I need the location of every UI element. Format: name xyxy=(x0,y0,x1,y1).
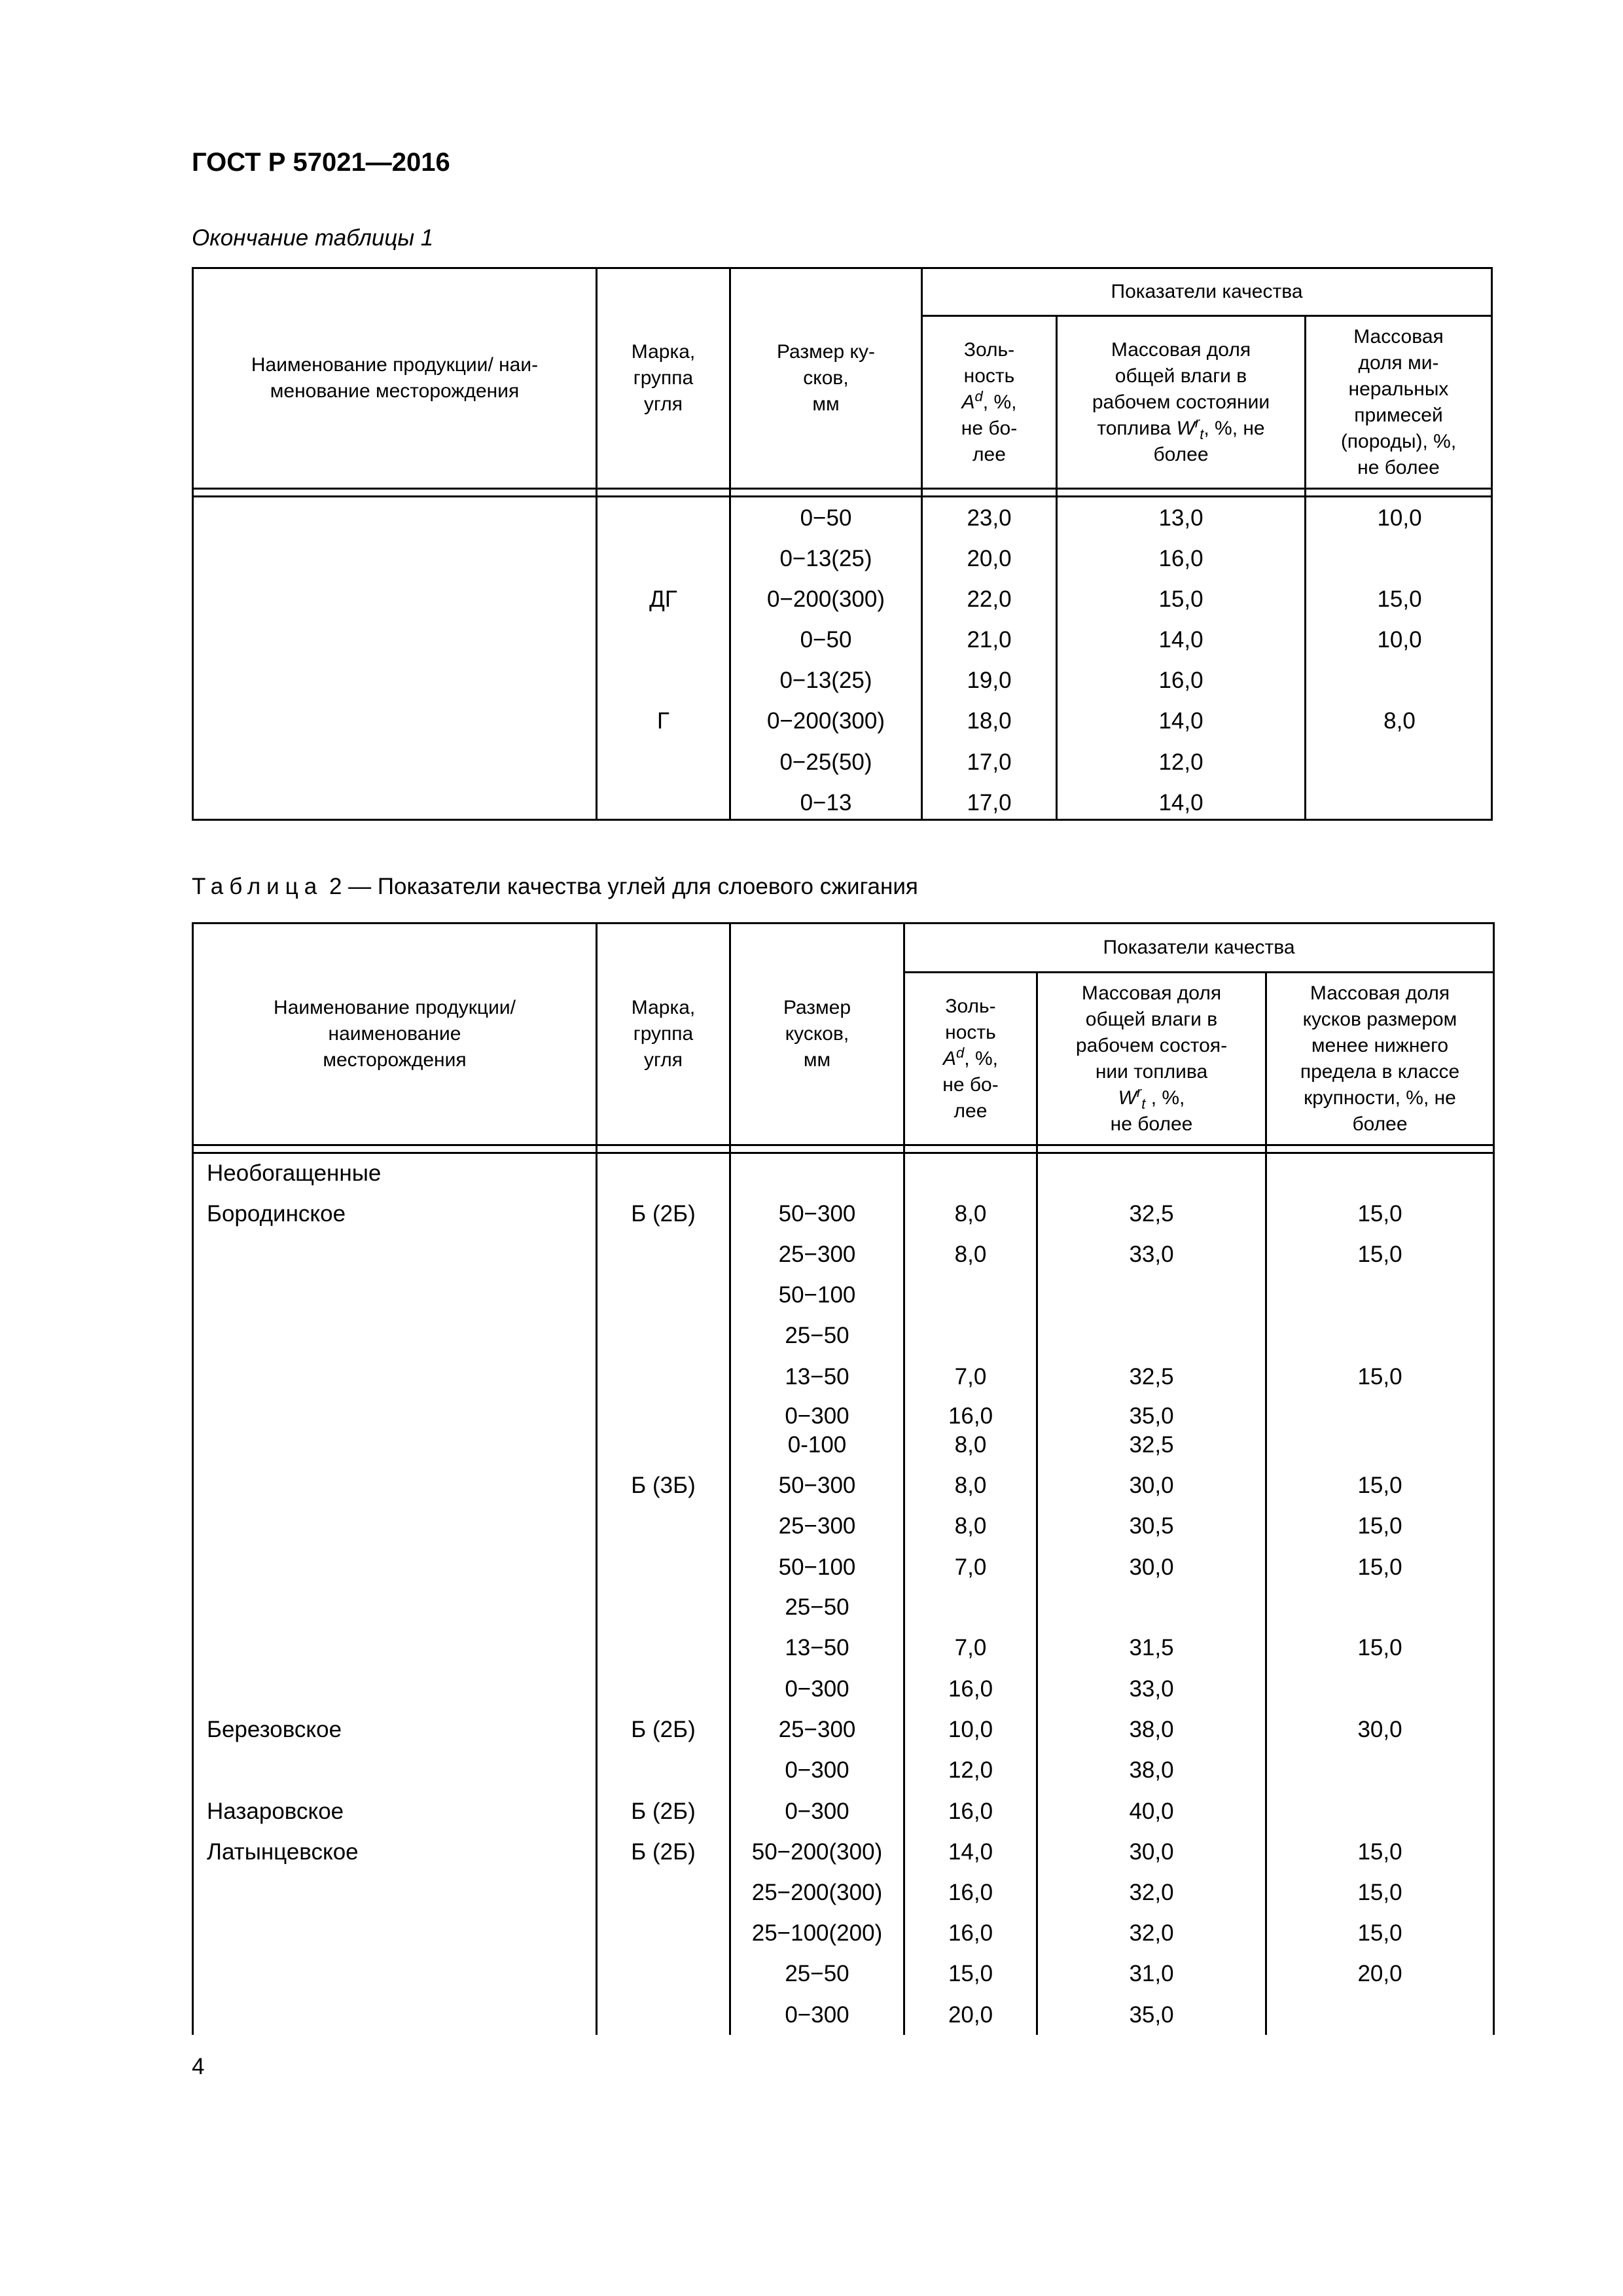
table2-cell-moisture xyxy=(1038,1316,1265,1356)
table2-cell-size: 0−300 xyxy=(785,1676,849,1702)
table2-cell-size: 50−300 xyxy=(778,1201,856,1227)
table1-cell-moisture: 14,0 xyxy=(1158,790,1204,816)
table2-header-name: Наименование продукции/ наименование месторождения xyxy=(274,997,516,1071)
table2-cell-ash: 16,0 xyxy=(948,1403,993,1429)
table1-cell-grade: ДГ xyxy=(649,586,677,612)
table1-cell-name xyxy=(207,498,586,539)
table1-cell-moisture: 12,0 xyxy=(1158,749,1204,775)
table2-cell-ash: 16,0 xyxy=(948,1920,993,1946)
document-title: ГОСТ Р 57021—2016 xyxy=(192,148,450,177)
table1-cell-moisture: 14,0 xyxy=(1158,708,1204,734)
table2-cell-size: 50−100 xyxy=(778,1282,856,1308)
table1-cell-size: 0−13(25) xyxy=(779,546,872,571)
table1-header-quality: Показатели качества xyxy=(1111,281,1303,302)
table2-cell-ash: 8,0 xyxy=(954,1513,987,1539)
table1-cell-ash: 20,0 xyxy=(967,546,1012,571)
table1-caption: Окончание таблицы 1 xyxy=(192,225,434,251)
table2-cell-other xyxy=(1267,1153,1493,1194)
table1-cell-other xyxy=(1306,742,1493,783)
table2-cell-grade xyxy=(597,1547,729,1588)
table2-cell-name xyxy=(207,1873,586,1913)
table1-cell-size: 0−200(300) xyxy=(766,708,885,734)
table2-cell-grade: Б (2Б) xyxy=(631,1839,696,1865)
table2-cell-size: 50−200(300) xyxy=(751,1839,883,1865)
table2-cell-size: 13−50 xyxy=(785,1364,849,1390)
table2-header-fines: Массовая доля кусков размером менее нижнего предела в классе крупности, %, не более xyxy=(1300,982,1460,1135)
table2-cell-other xyxy=(1267,1275,1493,1316)
table1-cell-grade xyxy=(597,660,729,701)
table2-cell-ash: 10,0 xyxy=(948,1717,993,1742)
table1-cell-ash: 22,0 xyxy=(967,586,1012,612)
table2-cell-ash: 8,0 xyxy=(954,1432,987,1458)
table1-cell-moisture: 16,0 xyxy=(1158,668,1204,693)
table2-cell-other xyxy=(1267,1316,1493,1356)
table2-cell-name xyxy=(207,1750,586,1791)
table2 xyxy=(192,922,1495,2035)
table1-cell-name xyxy=(207,783,586,823)
table2-cell-name xyxy=(207,1913,586,1954)
table2-cell-grade xyxy=(597,1669,729,1710)
table1 xyxy=(192,267,1493,821)
table2-cell-moisture: 30,0 xyxy=(1129,1473,1174,1498)
table2-cell-name xyxy=(207,1357,586,1397)
table1-cell-size: 0−13(25) xyxy=(779,668,872,693)
table1-cell-ash: 17,0 xyxy=(967,749,1012,775)
table2-cell-other: 20,0 xyxy=(1357,1961,1402,1986)
table2-cell-ash: 8,0 xyxy=(954,1242,987,1267)
table1-header-moisture: Массовая доля общей влаги в рабочем состоянии топлива $W^r_t$, %, не более xyxy=(1092,338,1270,465)
table1-cell-name xyxy=(207,620,586,660)
table2-cell-moisture: 32,5 xyxy=(1129,1201,1174,1227)
table2-cell-ash: 16,0 xyxy=(948,1676,993,1702)
table2-cell-ash: 20,0 xyxy=(948,2002,993,2028)
table2-cell-name xyxy=(207,1275,586,1316)
table1-cell-size: 0−25(50) xyxy=(779,749,872,775)
table2-cell-other xyxy=(1267,1791,1493,1832)
table2-cell-moisture: 32,0 xyxy=(1129,1920,1174,1946)
table2-cell-size: 0−300 xyxy=(785,1403,849,1429)
table1-cell-moisture: 15,0 xyxy=(1158,586,1204,612)
table2-cell-grade xyxy=(597,1506,729,1547)
table2-cell-ash: 7,0 xyxy=(954,1635,987,1660)
table2-cell-size: 13−50 xyxy=(785,1635,849,1660)
table2-cell-size: 25−300 xyxy=(778,1717,856,1742)
table1-cell-ash: 19,0 xyxy=(967,668,1012,693)
table2-cell-moisture: 30,0 xyxy=(1129,1839,1174,1865)
table2-cell-grade xyxy=(597,1750,729,1791)
table2-cell-size: 0−300 xyxy=(785,1757,849,1783)
table2-cell-size xyxy=(731,1153,903,1194)
table2-cell-name xyxy=(207,1995,586,2036)
table2-cell-other: 15,0 xyxy=(1357,1635,1402,1660)
table2-cell-name xyxy=(207,1234,586,1275)
table2-cell-size: 25−50 xyxy=(785,1961,849,1986)
table2-cell-size: 0−300 xyxy=(785,2002,849,2028)
table1-cell-other: 8,0 xyxy=(1383,708,1416,734)
table2-cell-moisture xyxy=(1038,1587,1265,1628)
table1-cell-other xyxy=(1306,783,1493,823)
table1-cell-name xyxy=(207,701,586,742)
table2-cell-moisture: 31,5 xyxy=(1129,1635,1174,1660)
table2-cell-name: Необогащенные xyxy=(207,1160,382,1186)
table1-cell-grade xyxy=(597,783,729,823)
table2-cell-grade: Б (2Б) xyxy=(631,1717,696,1742)
table2-cell-ash: 16,0 xyxy=(948,1880,993,1905)
table2-cell-grade xyxy=(597,1873,729,1913)
table2-cell-grade xyxy=(597,1316,729,1356)
table1-cell-ash: 17,0 xyxy=(967,790,1012,816)
table2-cell-name xyxy=(207,1587,586,1628)
table2-cell-grade xyxy=(597,1913,729,1954)
table2-cell-moisture xyxy=(1038,1153,1265,1194)
table2-cell-other xyxy=(1267,1425,1493,1465)
table1-cell-name xyxy=(207,742,586,783)
table2-cell-other: 15,0 xyxy=(1357,1473,1402,1498)
table1-cell-grade: Г xyxy=(657,708,669,734)
table1-cell-ash: 23,0 xyxy=(967,505,1012,531)
table2-cell-other: 15,0 xyxy=(1357,1364,1402,1390)
table1-cell-name xyxy=(207,539,586,579)
table2-cell-grade xyxy=(597,1153,729,1194)
table2-cell-other xyxy=(1267,1587,1493,1628)
table2-cell-size: 25−100(200) xyxy=(751,1920,883,1946)
table1-cell-size: 0−50 xyxy=(800,505,852,531)
table2-cell-ash xyxy=(905,1587,1036,1628)
table2-cell-name xyxy=(207,1669,586,1710)
table2-caption-prefix: Таблица xyxy=(192,874,323,899)
table1-cell-other: 15,0 xyxy=(1377,586,1422,612)
table2-cell-name: Назаровское xyxy=(207,1799,344,1824)
table2-cell-grade xyxy=(597,1587,729,1628)
table2-cell-grade: Б (2Б) xyxy=(631,1799,696,1824)
table2-cell-ash: 8,0 xyxy=(954,1473,987,1498)
table1-header-name: Наименование продукции/ наи- менование месторождения xyxy=(251,354,539,402)
table1-cell-ash: 21,0 xyxy=(967,627,1012,653)
table2-cell-moisture xyxy=(1038,1275,1265,1316)
table2-cell-grade xyxy=(597,1275,729,1316)
table2-cell-size: 25−200(300) xyxy=(751,1880,883,1905)
table2-cell-name xyxy=(207,1954,586,1994)
table1-cell-size: 0−50 xyxy=(800,627,852,653)
table2-cell-ash xyxy=(905,1153,1036,1194)
table1-cell-grade xyxy=(597,620,729,660)
table2-cell-name xyxy=(207,1425,586,1465)
table1-cell-moisture: 16,0 xyxy=(1158,546,1204,571)
table1-cell-grade xyxy=(597,539,729,579)
table2-cell-moisture: 32,5 xyxy=(1129,1364,1174,1390)
table2-cell-moisture: 38,0 xyxy=(1129,1717,1174,1742)
table2-cell-grade xyxy=(597,1425,729,1465)
table2-cell-size: 25−50 xyxy=(785,1323,849,1348)
page-number: 4 xyxy=(192,2054,205,2079)
table2-cell-ash: 15,0 xyxy=(948,1961,993,1986)
table1-cell-name xyxy=(207,660,586,701)
table2-cell-size: 25−300 xyxy=(778,1513,856,1539)
table2-cell-other: 15,0 xyxy=(1357,1554,1402,1580)
table2-cell-grade: Б (3Б) xyxy=(631,1473,696,1498)
table2-cell-name xyxy=(207,1547,586,1588)
table2-cell-ash xyxy=(905,1275,1036,1316)
table2-cell-ash: 7,0 xyxy=(954,1364,987,1390)
table2-cell-other: 15,0 xyxy=(1357,1201,1402,1227)
table2-cell-grade: Б (2Б) xyxy=(631,1201,696,1227)
table2-cell-moisture: 30,5 xyxy=(1129,1513,1174,1539)
table2-cell-moisture: 31,0 xyxy=(1129,1961,1174,1986)
table2-cell-other xyxy=(1267,1669,1493,1710)
table2-cell-name: Березовское xyxy=(207,1717,342,1742)
table2-cell-moisture: 32,5 xyxy=(1129,1432,1174,1458)
table2-cell-size: 0−300 xyxy=(785,1799,849,1824)
table1-cell-size: 0−13 xyxy=(800,790,852,816)
table2-cell-name xyxy=(207,1506,586,1547)
table2-cell-name xyxy=(207,1628,586,1668)
table2-cell-moisture: 35,0 xyxy=(1129,2002,1174,2028)
table2-cell-other: 15,0 xyxy=(1357,1920,1402,1946)
table2-header-grade: Марка, группа угля xyxy=(631,997,696,1071)
table2-header-size: Размер кусков, мм xyxy=(783,997,851,1071)
table2-cell-other: 15,0 xyxy=(1357,1880,1402,1905)
table2-cell-name: Латынцевское xyxy=(207,1839,359,1865)
table1-cell-grade xyxy=(597,742,729,783)
table2-cell-size: 50−100 xyxy=(778,1554,856,1580)
table1-header-ash: Золь- ность $A^d$, %, не бо- лее xyxy=(961,338,1018,465)
table2-cell-name: Бородинское xyxy=(207,1201,346,1227)
table2-header-ash: Золь- ность $A^d$, %, не бо- лее xyxy=(942,995,999,1122)
table1-cell-ash: 18,0 xyxy=(967,708,1012,734)
table2-caption-text: 2 — Показатели качества углей для слоевого сжигания xyxy=(323,874,918,899)
table1-header-size: Размер ку- сков, мм xyxy=(777,341,875,415)
table2-cell-moisture: 38,0 xyxy=(1129,1757,1174,1783)
table2-cell-ash: 12,0 xyxy=(948,1757,993,1783)
table2-cell-grade xyxy=(597,1357,729,1397)
table2-cell-moisture: 30,0 xyxy=(1129,1554,1174,1580)
table1-header-mineral: Массовая доля ми- неральных примесей (породы), %, не более xyxy=(1340,325,1457,478)
table2-cell-name xyxy=(207,1465,586,1506)
table1-cell-other: 10,0 xyxy=(1377,627,1422,653)
table2-cell-name xyxy=(207,1316,586,1356)
table2-cell-other xyxy=(1267,1995,1493,2036)
table2-cell-grade xyxy=(597,1628,729,1668)
table1-cell-name xyxy=(207,579,586,620)
table2-cell-other xyxy=(1267,1750,1493,1791)
table2-header-quality: Показатели качества xyxy=(1103,937,1295,958)
table1-cell-moisture: 14,0 xyxy=(1158,627,1204,653)
table2-cell-grade xyxy=(597,1954,729,1994)
table2-cell-moisture: 35,0 xyxy=(1129,1403,1174,1429)
table1-cell-other xyxy=(1306,660,1493,701)
table2-header-moisture: Массовая доля общей влаги в рабочем состоя- нии топлива $W^r_t$ , %, не более xyxy=(1075,982,1228,1135)
table2-cell-grade xyxy=(597,1234,729,1275)
table1-cell-other xyxy=(1306,539,1493,579)
table2-cell-ash: 14,0 xyxy=(948,1839,993,1865)
table2-cell-moisture: 32,0 xyxy=(1129,1880,1174,1905)
table2-cell-moisture: 33,0 xyxy=(1129,1242,1174,1267)
table2-cell-moisture: 33,0 xyxy=(1129,1676,1174,1702)
table2-cell-other: 15,0 xyxy=(1357,1839,1402,1865)
table1-cell-other: 10,0 xyxy=(1377,505,1422,531)
table1-header-grade: Марка, группа угля xyxy=(631,341,696,415)
table2-cell-other: 15,0 xyxy=(1357,1513,1402,1539)
table2-cell-size: 25−50 xyxy=(785,1594,849,1620)
table2-cell-ash: 7,0 xyxy=(954,1554,987,1580)
table1-cell-grade xyxy=(597,498,729,539)
table2-caption xyxy=(192,874,918,900)
table2-cell-moisture: 40,0 xyxy=(1129,1799,1174,1824)
table2-cell-other: 30,0 xyxy=(1357,1717,1402,1742)
table2-cell-grade xyxy=(597,1995,729,2036)
table1-cell-size: 0−200(300) xyxy=(766,586,885,612)
table2-cell-size: 25−300 xyxy=(778,1242,856,1267)
table2-cell-ash: 8,0 xyxy=(954,1201,987,1227)
table2-cell-other: 15,0 xyxy=(1357,1242,1402,1267)
table2-cell-size: 0-100 xyxy=(787,1432,847,1458)
table2-cell-size: 50−300 xyxy=(778,1473,856,1498)
table1-cell-moisture: 13,0 xyxy=(1158,505,1204,531)
table2-cell-ash: 16,0 xyxy=(948,1799,993,1824)
table2-cell-ash xyxy=(905,1316,1036,1356)
